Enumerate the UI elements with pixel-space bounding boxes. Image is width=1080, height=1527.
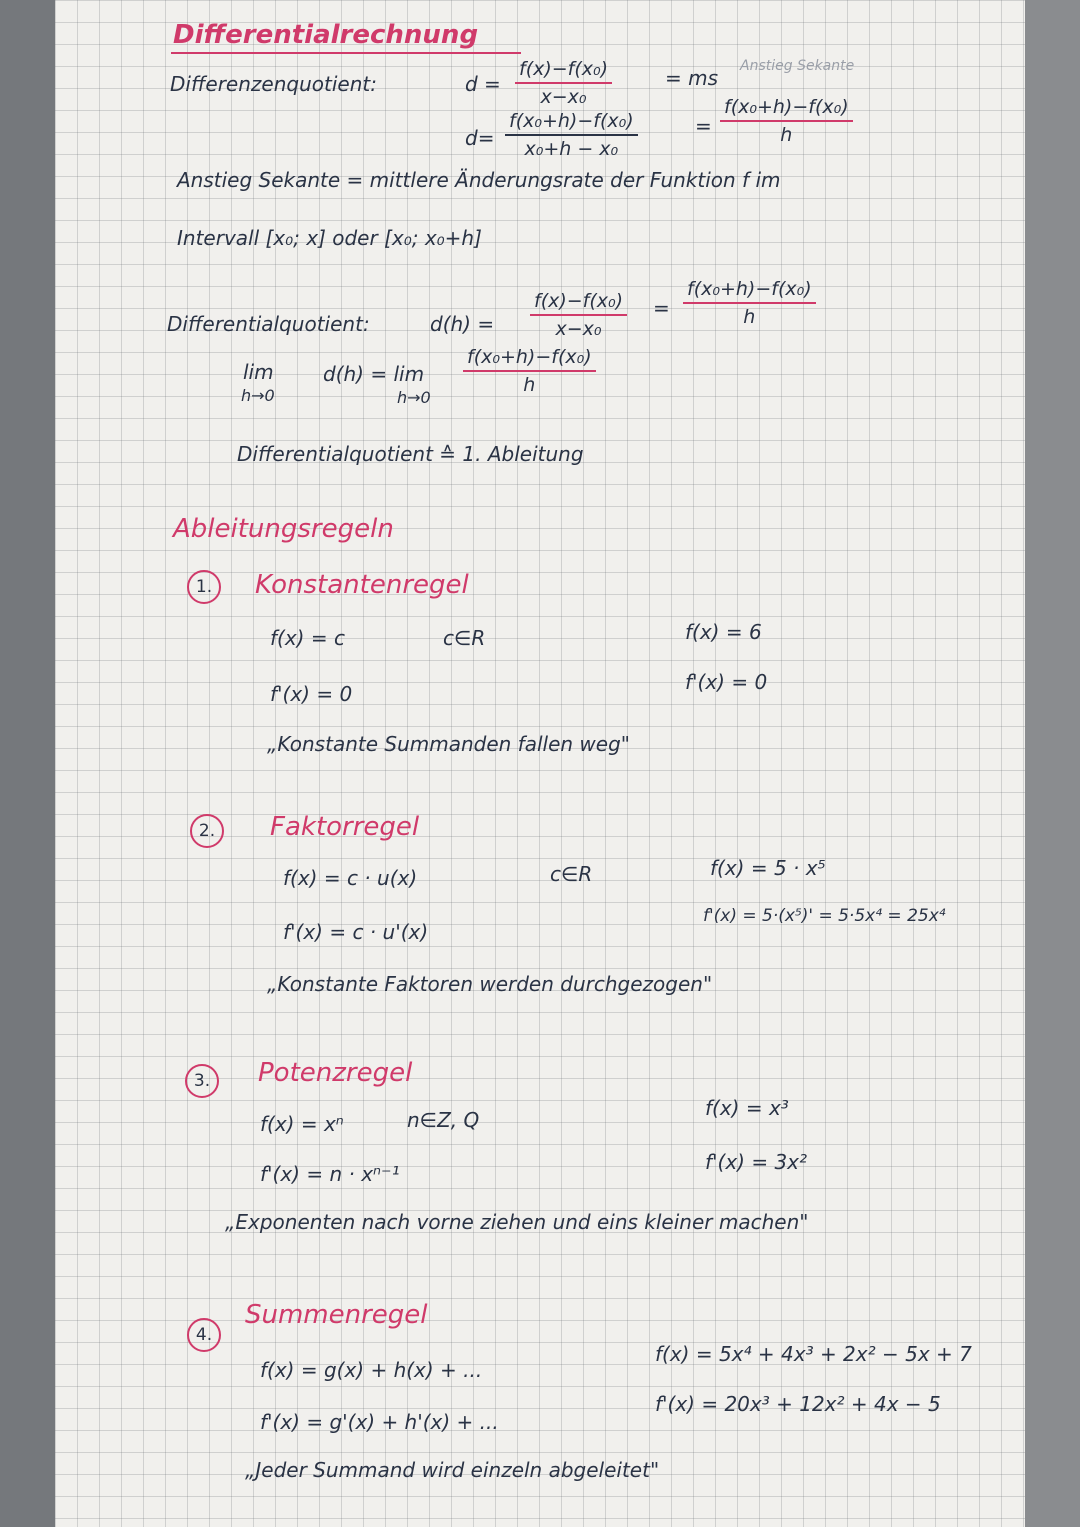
rule-2-example-f: f(x) = 5 · x⁵ [710, 856, 826, 880]
dq-denominator-3: h [523, 374, 536, 396]
d2-denominator: x₀+h − x₀ [524, 138, 619, 160]
rule-3-quote: „Exponenten nach vorne ziehen und eins kleiner machen" [225, 1210, 809, 1234]
lim-left-sub: h→0 [241, 386, 275, 405]
rule-3-name: Potenzregel [258, 1058, 413, 1088]
d2-numerator: f(x₀+h)−f(x₀) [505, 110, 638, 136]
secant-note: Anstieg Sekante [740, 58, 855, 74]
rule-1-example-fprime: f'(x) = 0 [685, 670, 768, 694]
notebook-page [55, 0, 1025, 1527]
diff-quotient-label: Differenzenquotient: [170, 72, 377, 96]
rule-2-quote: „Konstante Faktoren werden durchgezogen" [267, 972, 713, 996]
background-right [1025, 0, 1080, 1527]
rule-1-number: 1. [187, 570, 221, 604]
rule-4-example-f: f(x) = 5x⁴ + 4x³ + 2x² − 5x + 7 [655, 1342, 972, 1366]
d2-prefix: d= [465, 126, 495, 150]
background-left [0, 0, 55, 1527]
d1-fraction [515, 58, 612, 108]
dq-denominator-1: x−x₀ [555, 318, 602, 340]
rule-3-fprime: f'(x) = n · xⁿ⁻¹ [260, 1162, 400, 1186]
rule-1-f: f(x) = c [270, 626, 345, 650]
d1-suffix: = ms [665, 66, 719, 90]
d2-right-numerator: f(x₀+h)−f(x₀) [720, 96, 853, 122]
d1-numerator: f(x)−f(x₀) [515, 58, 612, 84]
rule-4-quote: „Jeder Summand wird einzeln abgeleitet" [245, 1458, 660, 1482]
lim-mid-sub: h→0 [397, 388, 431, 407]
rule-4-name: Summenregel [245, 1300, 428, 1330]
dq-numerator-3: f(x₀+h)−f(x₀) [463, 346, 596, 372]
rule-2-domain: c∈R [550, 862, 593, 886]
dq-numerator-2: f(x₀+h)−f(x₀) [683, 278, 816, 304]
rule-4-example-fprime: f'(x) = 20x³ + 12x² + 4x − 5 [655, 1392, 941, 1416]
rule-4-fprime: f'(x) = g'(x) + h'(x) + ... [260, 1410, 499, 1434]
interval-description: Intervall [x₀; x] oder [x₀; x₀+h] [177, 226, 482, 250]
d2-right-denominator: h [780, 124, 793, 146]
dq-equals: = [653, 296, 670, 320]
secant-description: Anstieg Sekante = mittlere Änderungsrate der Funktion f im [177, 168, 781, 192]
rule-2-fprime: f'(x) = c · u'(x) [283, 920, 429, 944]
dq-fraction-3 [463, 346, 596, 396]
rule-3-domain: n∈Z, Q [407, 1108, 480, 1132]
rules-heading: Ableitungsregeln [173, 514, 394, 544]
rule-3-example-f: f(x) = x³ [705, 1096, 789, 1120]
d2-fraction [505, 110, 638, 160]
rule-3-f: f(x) = xⁿ [260, 1112, 344, 1136]
rule-2-example-fprime: f'(x) = 5·(x⁵)' = 5·5x⁴ = 25x⁴ [703, 906, 946, 926]
rule-4-f: f(x) = g(x) + h(x) + ... [260, 1358, 483, 1382]
rule-4-number: 4. [187, 1318, 221, 1352]
d2-right-fraction [720, 96, 853, 146]
title-underline [171, 52, 521, 54]
rule-1-name: Konstantenregel [255, 570, 469, 600]
derivative-equivalence: Differentialquotient ≙ 1. Ableitung [237, 442, 584, 466]
d2-equals: = [695, 114, 712, 138]
rule-2-f: f(x) = c · u(x) [283, 866, 418, 890]
rule-2-name: Faktorregel [270, 812, 420, 842]
dq-denominator-2: h [743, 306, 756, 328]
rule-3-number: 3. [185, 1064, 219, 1098]
rule-1-quote: „Konstante Summanden fallen weg" [267, 732, 630, 756]
rule-1-fprime: f'(x) = 0 [270, 682, 353, 706]
d1-denominator: x−x₀ [540, 86, 587, 108]
rule-1-domain: c∈R [443, 626, 486, 650]
dq-fraction-1 [530, 290, 627, 340]
rule-2-number: 2. [190, 814, 224, 848]
dh-label: d(h) = [430, 312, 495, 336]
differential-quotient-label: Differentialquotient: [167, 312, 370, 336]
lim-mid: d(h) = lim [323, 362, 425, 386]
page-title: Differentialrechnung [173, 20, 479, 50]
d1-prefix: d = [465, 72, 501, 96]
rule-1-example-f: f(x) = 6 [685, 620, 762, 644]
dq-numerator-1: f(x)−f(x₀) [530, 290, 627, 316]
dq-fraction-2 [683, 278, 816, 328]
rule-3-example-fprime: f'(x) = 3x² [705, 1150, 808, 1174]
lim-left: lim [243, 360, 274, 384]
